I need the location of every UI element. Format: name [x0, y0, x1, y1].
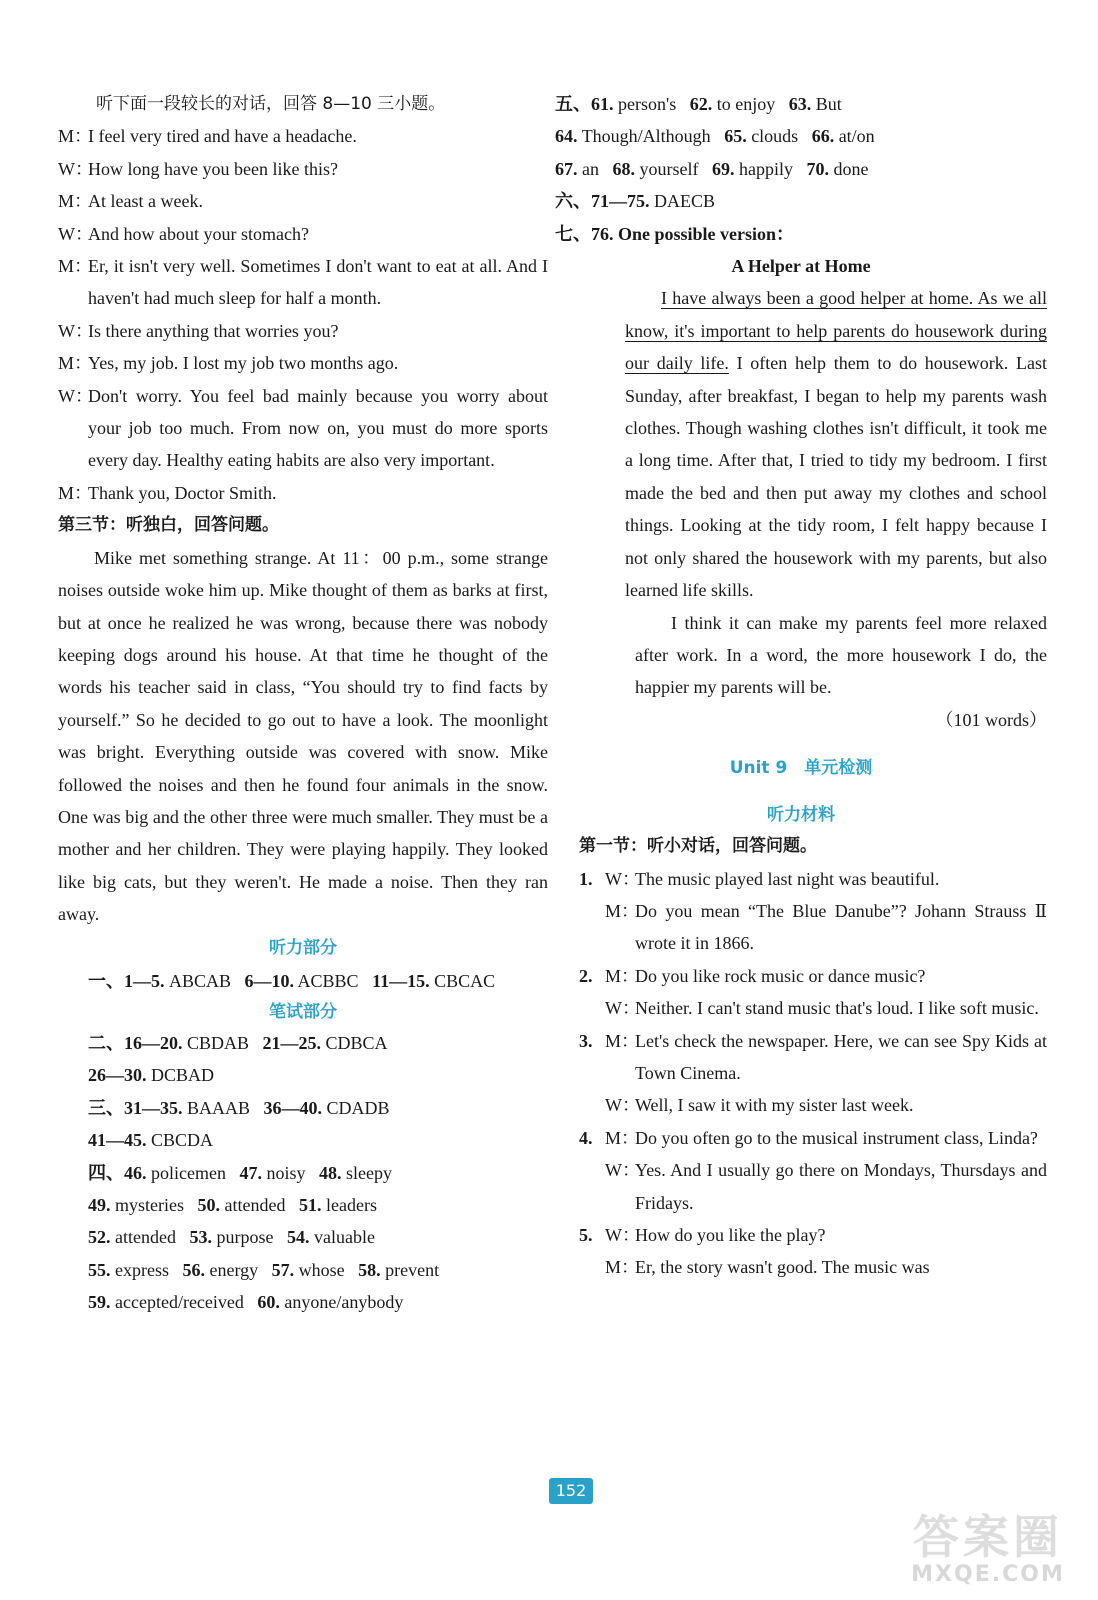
answer-word: done [833, 158, 869, 179]
answer-word: attended [224, 1195, 286, 1215]
utterance: Er, it isn't very well. Sometimes I don't want to eat at all. And I haven't had much sleep for half a month. [88, 256, 548, 309]
utterance: Er, the story wasn't good. The music was [635, 1257, 930, 1278]
answers-part-1: 一、1—5. ABCAB 6—10. ACBBC 11—15. CBCAC [88, 970, 496, 991]
utterance: Don't worry. You feel bad mainly because you worry about your job too much. From now on, you must do more sports every day. Healthy eating habits are also very important. [88, 385, 548, 471]
dialog-line [605, 1219, 1047, 1251]
dialog-line [605, 1089, 1047, 1121]
answer-number: 67. [555, 158, 578, 179]
dialog-line [58, 250, 548, 315]
dialog-line [58, 120, 548, 152]
answer-number: 68. [612, 158, 635, 179]
utterance: I feel very tired and have a headache. [88, 126, 357, 147]
dialog-line [605, 863, 1047, 895]
answer-number: 57. [271, 1259, 295, 1280]
dialog-line [605, 1122, 1047, 1154]
speaker: M： [605, 965, 640, 986]
watermark-logo [888, 1512, 1088, 1592]
answer-word: But [815, 94, 842, 114]
answer-number: 51. [298, 1195, 322, 1215]
answers-part-4 [58, 1157, 548, 1319]
listening-item [579, 1122, 1047, 1219]
speaker: M： [605, 1127, 640, 1148]
answer-word: whose [298, 1259, 345, 1280]
answer-word: yourself [639, 158, 699, 179]
utterance: Yes, my job. I lost my job two months ago. [88, 353, 399, 374]
item-number: 1. [579, 868, 593, 889]
utterance: And how about your stomach? [88, 223, 309, 244]
dialog-line [605, 1154, 1047, 1219]
speaker: M： [58, 191, 93, 212]
dialog-line [58, 380, 548, 477]
answers-part-3: 三、31—35. BAAAB 36—40. CDADB [88, 1097, 390, 1118]
answer-word: prevent [385, 1259, 440, 1280]
answer-number: 55. [88, 1259, 111, 1280]
item-dialog [605, 960, 1047, 1025]
dialog-line [58, 477, 548, 509]
answer-word: attended [115, 1227, 176, 1248]
speaker: W： [605, 868, 640, 889]
speaker: M： [58, 353, 93, 374]
answer-number: 53. [189, 1227, 212, 1248]
essay-paragraph-1 [555, 282, 1047, 606]
speaker: W： [58, 385, 93, 406]
answer-row [555, 88, 1047, 120]
answer-word: express [115, 1259, 169, 1280]
answer-word: energy [209, 1259, 259, 1280]
item-dialog [605, 1219, 1047, 1284]
unit-9-heading: Unit 9 单元检测 [729, 758, 873, 779]
utterance: How long have you been like this? [88, 158, 338, 179]
dialog-line [58, 185, 548, 217]
essay-word-count: （101 words） [935, 709, 1047, 730]
item-number: 2. [579, 965, 593, 986]
speaker: W： [605, 1225, 640, 1245]
listening-item [579, 863, 1047, 960]
answer-number: 60. [257, 1292, 280, 1313]
answer-word: at/on [838, 126, 875, 147]
listening-item [579, 1219, 1047, 1284]
answer-number: 五、61. [555, 94, 614, 114]
written-part-heading: 笔试部分 [269, 1001, 337, 1022]
item-dialog [605, 1025, 1047, 1122]
speaker: M： [58, 482, 93, 503]
dialog-line [58, 153, 548, 185]
answer-word: valuable [313, 1227, 375, 1248]
listening-item [579, 1025, 1047, 1122]
item-number: 5. [579, 1225, 593, 1245]
dialog-line [58, 315, 548, 347]
answers-part-2b: 26—30. DCBAD [88, 1065, 215, 1086]
answer-word: mysteries [115, 1195, 184, 1215]
answer-number: 47. [239, 1162, 262, 1183]
answer-number: 70. [806, 158, 829, 179]
answer-number: 四、46. [88, 1162, 147, 1183]
answer-word: Though/Although [581, 126, 711, 147]
answer-row [88, 1254, 548, 1286]
listening-item [579, 960, 1047, 1025]
speaker: M： [605, 1257, 640, 1278]
utterance: Do you like rock music or dance music? [635, 965, 926, 986]
left-column [58, 88, 548, 1319]
utterance: At least a week. [88, 191, 203, 212]
answer-word: policemen [151, 1162, 226, 1183]
listening-items [555, 863, 1047, 1284]
answer-number: 59. [88, 1292, 111, 1313]
answer-word: accepted/received [115, 1292, 244, 1313]
speaker: W： [605, 1160, 640, 1181]
speaker: M： [605, 1030, 640, 1051]
intro-instruction: 听下面一段较长的对话，回答 8—10 三小题。 [96, 94, 446, 114]
answer-word: an [582, 158, 599, 179]
watermark-top: 答案圈 [913, 1510, 1063, 1564]
answer-word: noisy [266, 1162, 306, 1183]
utterance: Do you often go to the musical instrument class, Linda? [635, 1127, 1038, 1148]
speaker: M： [58, 126, 93, 147]
right-column [555, 88, 1047, 1284]
section-3-heading: 第三节：听独白，回答问题。 [58, 515, 279, 536]
answer-row [88, 1286, 548, 1318]
dialog-line [605, 992, 1047, 1024]
essay-paragraph-1-rest: I often help them to do housework. Last Sunday, after breakfast, I began to help my parents wash clothes. Though washing clothes isn't difficult, it took me a long time. After that, I tried to tidy my bedroom. I first made the bed and then put away my clothes and school things. Looking at the tidy room, I felt happy because I not only shared the housework with my parents, but also learned life skills. [625, 353, 1047, 601]
answer-number: 64. [555, 126, 578, 147]
answer-word: clouds [751, 126, 799, 147]
answer-word: person's [618, 94, 677, 114]
listening-part-heading: 听力部分 [269, 937, 337, 958]
answers-part-2: 二、16—20. CBDAB 21—25. CDBCA [88, 1032, 388, 1053]
speaker: M： [605, 900, 640, 921]
utterance: Yes. And I usually go there on Mondays, Thursdays and Fridays. [635, 1160, 1047, 1213]
answer-word: sleepy [346, 1162, 392, 1183]
utterance: Let's check the newspaper. Here, we can see Spy Kids at Town Cinema. [635, 1030, 1047, 1083]
answer-number: 66. [811, 126, 835, 147]
listening-material-heading: 听力材料 [767, 805, 835, 826]
answer-row [555, 153, 1047, 185]
speaker: M： [58, 256, 93, 277]
answer-number: 48. [319, 1162, 342, 1183]
dialog-line [605, 1251, 1047, 1283]
answer-number: 50. [197, 1195, 220, 1215]
item-number: 4. [579, 1127, 593, 1148]
speaker: W： [58, 223, 93, 244]
answers-part-3b: 41—45. CBCDA [88, 1130, 214, 1151]
item-dialog [605, 1122, 1047, 1219]
utterance: Neither. I can't stand music that's loud. I like soft music. [635, 998, 1039, 1019]
answer-number: 49. [88, 1195, 111, 1215]
watermark-bottom: MXQE.COM [911, 1562, 1065, 1587]
answers-part-5 [555, 88, 1047, 185]
utterance: The music played last night was beautiful. [635, 868, 940, 889]
dialog-line [605, 895, 1047, 960]
utterance: How do you like the play? [635, 1225, 826, 1245]
item-dialog [605, 863, 1047, 960]
answer-number: 56. [182, 1259, 205, 1280]
answer-row [88, 1157, 548, 1189]
section-1-heading: 第一节：听小对话，回答问题。 [579, 836, 817, 857]
answer-number: 58. [358, 1259, 381, 1280]
utterance: Well, I saw it with my sister last week. [635, 1095, 914, 1116]
dialog-line [58, 218, 548, 250]
answer-number: 63. [788, 94, 812, 114]
speaker: W： [605, 998, 640, 1019]
item-number: 3. [579, 1030, 593, 1051]
answer-row [88, 1221, 548, 1253]
utterance: Thank you, Doctor Smith. [88, 482, 277, 503]
dialog-line [605, 1025, 1047, 1090]
answer-word: happily [738, 158, 793, 179]
answers-part-6: 六、71—75. DAECB [555, 191, 716, 212]
speaker: W： [605, 1095, 640, 1116]
page-number: 152 [549, 1478, 593, 1504]
answer-number: 52. [88, 1227, 111, 1248]
dialog-8-10 [58, 120, 548, 509]
speaker: W： [58, 320, 93, 341]
essay-title: A Helper at Home [731, 256, 871, 277]
answer-row [555, 120, 1047, 152]
answers-part-7-label: 七、76. One possible version： [555, 223, 795, 244]
utterance: Do you mean “The Blue Danube”? Johann Strauss Ⅱ wrote it in 1866. [635, 900, 1047, 954]
answer-word: to enjoy [716, 94, 776, 114]
answer-row [88, 1189, 548, 1221]
answer-word: leaders [325, 1195, 377, 1215]
utterance: Is there anything that worries you? [88, 320, 339, 341]
dialog-line [605, 960, 1047, 992]
answer-word: purpose [216, 1227, 274, 1248]
answer-number: 69. [711, 158, 735, 179]
dialog-line [58, 347, 548, 379]
essay-underlined-opening: I have always been a good helper at home. As we all know, it's important to help parents do housework during our daily life. [625, 288, 1047, 374]
monologue-text: Mike met something strange. At 11：00 p.m., some strange noises outside woke him up. Mike thought of them as barks at first, but at once he realized he was wrong, because there was nobody keeping dogs around his house. At that time he thought of the words his teacher said in class, “You should try to find facts by yourself.” So he decided to go out to have a look. The moonlight was bright. Everything outside was covered with snow. Mike followed the noises and then he found four animals in the snow. One was big and the other three were much smaller. They must be a mother and her children. They were playing happily. They looked like big cats, but they weren't. He made a noise. Then they ran away. [58, 547, 548, 925]
speaker: W： [58, 158, 93, 179]
answer-word: anyone/anybody [284, 1292, 404, 1313]
answer-number: 65. [724, 126, 747, 147]
answer-number: 54. [286, 1227, 310, 1248]
answer-number: 62. [689, 94, 713, 114]
essay-paragraph-2: I think it can make my parents feel more relaxed after work. In a word, the more housework I do, the happier my parents will be. [635, 612, 1047, 698]
